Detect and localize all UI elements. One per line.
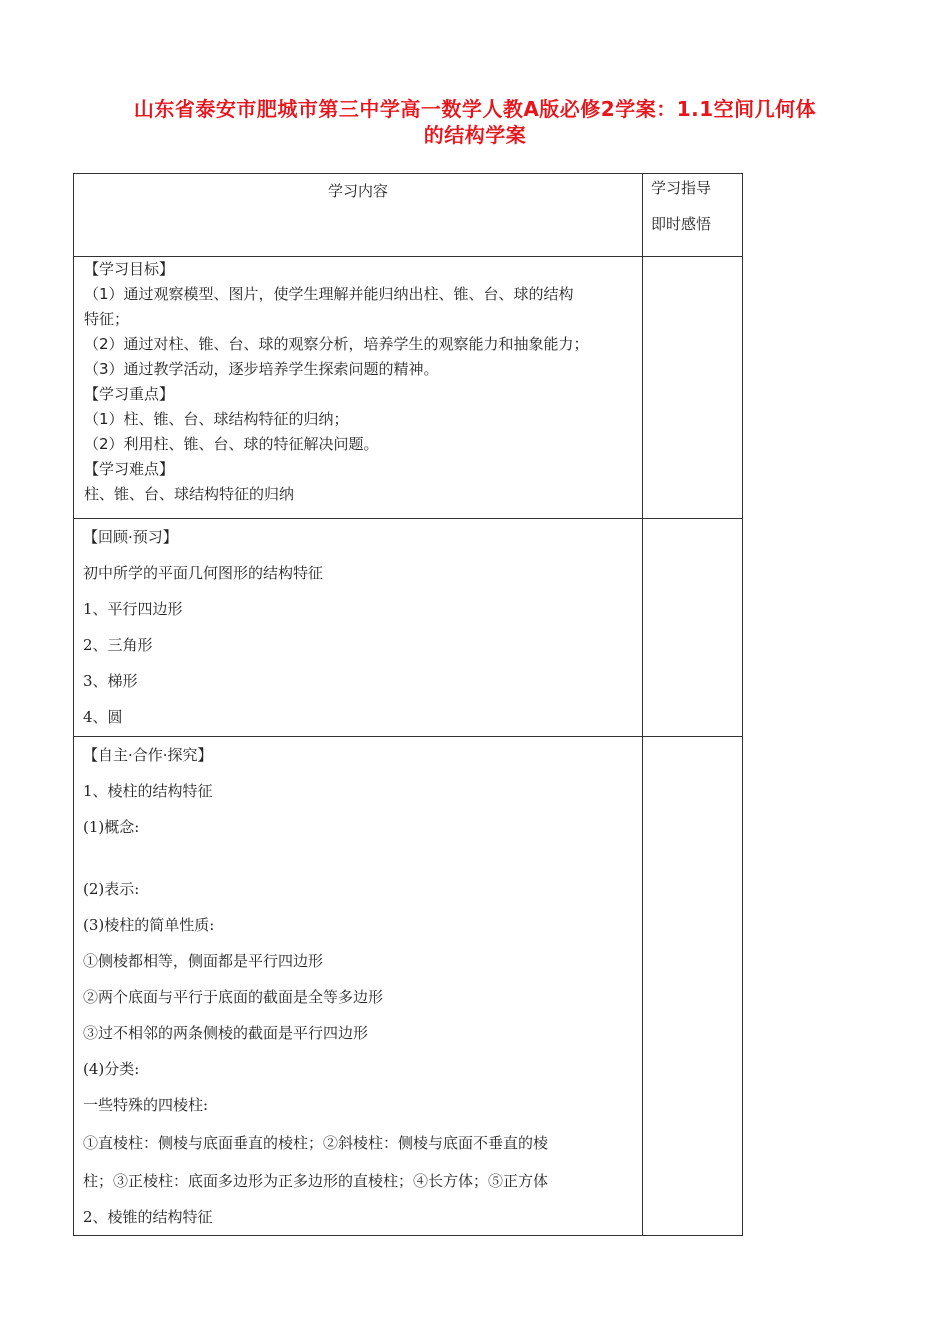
explore-row [74, 737, 743, 1236]
goals-cell [74, 257, 643, 519]
review-line: 3、梯形 [83, 672, 138, 690]
explore-cell [74, 737, 643, 1236]
header-reflection: 即时感悟 [651, 215, 712, 233]
goal-line: （3）通过教学活动，逐步培养学生探索问题的精神。 [84, 360, 439, 378]
review-notes-cell[interactable] [643, 519, 743, 737]
goal-line: （2）通过对柱、锥、台、球的观察分析，培养学生的观察能力和抽象能力； [84, 335, 589, 353]
table-header-row [74, 174, 743, 257]
difficulty-heading: 【学习难点】 [84, 460, 175, 478]
key-point-line: （1）柱、锥、台、球结构特征的归纳； [84, 410, 349, 428]
review-line: 初中所学的平面几何图形的结构特征 [83, 564, 324, 582]
explore-concept: (1)概念: [83, 818, 140, 836]
explore-properties: (3)棱柱的简单性质: [83, 916, 215, 934]
goal-line: 特征； [84, 310, 130, 328]
goals-notes-cell[interactable] [643, 257, 743, 519]
explore-notation: (2)表示: [83, 880, 140, 898]
review-heading: 【回顾·预习】 [83, 528, 178, 546]
explore-types-line-2: 柱；③正棱柱：底面多边形为正多边形的直棱柱；④长方体；⑤正方体 [83, 1172, 549, 1190]
blank-space [83, 845, 634, 871]
document-title [60, 96, 890, 148]
title-line-1: 山东省泰安市肥城市第三中学高一数学人教A版必修2学案：1.1空间几何体 [133, 97, 817, 121]
explore-classify: (4)分类: [83, 1060, 140, 1078]
header-study-content: 学习内容 [74, 174, 643, 257]
explore-notes-cell[interactable] [643, 737, 743, 1236]
review-cell [74, 519, 643, 737]
explore-special: 一些特殊的四棱柱: [83, 1096, 209, 1114]
review-line: 2、三角形 [83, 636, 153, 654]
goal-line: （1）通过观察模型、图片，使学生理解并能归纳出柱、锥、台、球的结构 [84, 285, 574, 303]
review-line: 4、圆 [83, 708, 123, 726]
explore-prop-3: ③过不相邻的两条侧棱的截面是平行四边形 [83, 1024, 369, 1042]
header-guidance: 学习指导 [651, 179, 712, 197]
review-line: 1、平行四边形 [83, 600, 183, 618]
goals-row [74, 257, 743, 519]
key-points-heading: 【学习重点】 [84, 385, 175, 403]
review-row [74, 519, 743, 737]
key-point-line: （2）利用柱、锥、台、球的特征解决问题。 [84, 435, 379, 453]
header-guidance-cell [643, 174, 743, 257]
difficulty-line: 柱、锥、台、球结构特征的归纳 [84, 485, 295, 503]
explore-prop-2: ②两个底面与平行于底面的截面是全等多边形 [83, 988, 384, 1006]
goals-heading: 【学习目标】 [84, 260, 175, 278]
title-line-2: 的结构学案 [423, 123, 527, 147]
explore-item-1: 1、棱柱的结构特征 [83, 782, 213, 800]
study-table [73, 173, 743, 1236]
explore-types-line-1: ①直棱柱：侧棱与底面垂直的棱柱；②斜棱柱：侧棱与底面不垂直的棱 [83, 1134, 549, 1152]
explore-item-2: 2、棱锥的结构特征 [83, 1208, 213, 1226]
explore-heading: 【自主·合作·探究】 [83, 746, 213, 764]
explore-prop-1: ①侧棱都相等，侧面都是平行四边形 [83, 952, 324, 970]
